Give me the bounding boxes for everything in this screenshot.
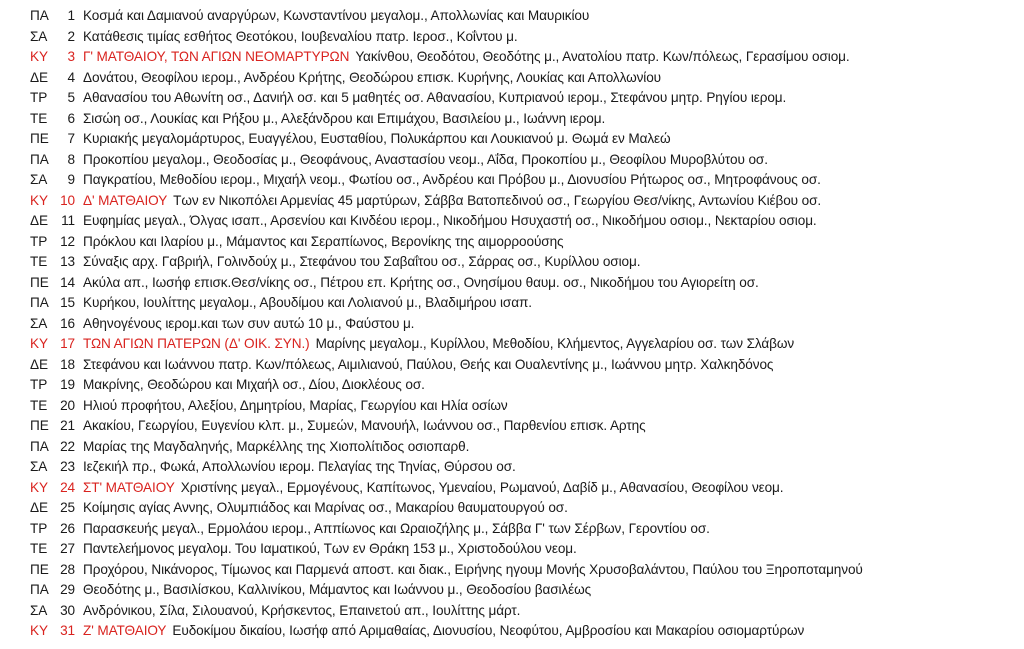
day-number: 26	[60, 520, 75, 536]
calendar-row	[30, 562, 1015, 583]
weekday-abbrev: ΚΥ	[30, 336, 48, 351]
calendar-row	[30, 29, 1015, 50]
day-number: 1	[67, 8, 75, 23]
weekday-abbrev: ΠΕ	[30, 418, 49, 433]
weekday-abbrev: ΚΥ	[30, 623, 48, 638]
calendar-row-sunday	[30, 193, 1015, 214]
weekday-abbrev: ΤΕ	[30, 254, 48, 269]
day-number: 10	[60, 192, 75, 208]
weekday-abbrev: ΠΕ	[30, 274, 49, 290]
sunday-feast-title: Ζ' ΜΑΤΘΑΙΟΥ	[83, 623, 167, 638]
saints-list: Μαρίνης μεγαλομ., Κυρίλλου, Μεθοδίου, Κλήμεντος, Αγγελαρίου οσ. των Σλάβων	[315, 336, 795, 351]
calendar-row	[30, 459, 1015, 480]
saints-list: Προχόρου, Νικάνορος, Τίμωνος και Παρμενά αποστ. και διακ., Ειρήνης ηγουμ Μονής Χρυσοβαλάντου, Παύλου του Ξηροποταμηνού	[83, 561, 863, 577]
day-number: 22	[60, 438, 75, 454]
saints-list: Ευδοκίμου δικαίου, Ιωσήφ από Αριμαθαίας, Διονυσίου, Νεοφύτου, Αμβροσίου και Μακαρίου οσιομαρτύρων	[172, 623, 805, 638]
weekday-abbrev: ΣΑ	[30, 602, 48, 618]
weekday-abbrev: ΔΕ	[30, 213, 48, 228]
weekday-abbrev: ΔΕ	[30, 69, 48, 85]
saints-list: Κυρήκου, Ιουλίττης μεγαλομ., Αβουδίμου και Λολιανού μ., Βλαδιμήρου ισαπ.	[83, 295, 532, 310]
day-number: 19	[60, 377, 75, 392]
saints-list: Προκοπίου μεγαλομ., Θεοδοσίας μ., Θεοφάνους, Αναστασίου νεομ., Αΐδα, Προκοπίου μ., Θεοφίλου Μυροβλύτου οσ.	[83, 151, 768, 167]
calendar-row	[30, 152, 1015, 173]
calendar-row	[30, 8, 1015, 29]
calendar-row	[30, 418, 1015, 439]
calendar-row	[30, 603, 1015, 624]
calendar-row-sunday	[30, 480, 1015, 501]
day-number: 4	[67, 69, 75, 85]
calendar-row-sunday	[30, 623, 1015, 644]
saints-list: Ηλιού προφήτου, Αλεξίου, Δημητρίου, Μαρίας, Γεωργίου και Ηλία οσίων	[83, 397, 508, 413]
weekday-abbrev: ΠΕ	[30, 131, 49, 146]
saints-list: Δονάτου, Θεοφίλου ιερομ., Ανδρέου Κρήτης, Θεοδώρου επισκ. Κυρήνης, Λουκίας και Απολλωνίου	[83, 69, 662, 85]
weekday-abbrev: ΠΑ	[30, 295, 49, 310]
saints-list: Ακακίου, Γεωργίου, Ευγενίου κλπ. μ., Συμεών, Μανουήλ, Ιωάννου οσ., Παρθενίου επισκ. Αρτης	[83, 418, 646, 433]
calendar-row	[30, 90, 1015, 111]
day-number: 25	[60, 500, 75, 515]
saints-list: Μακρίνης, Θεοδώρου και Μιχαήλ οσ., Δίου, Διοκλέους οσ.	[83, 377, 425, 392]
calendar-row	[30, 131, 1015, 152]
sunday-feast-title: Γ' ΜΑΤΘΑΙΟΥ, ΤΩΝ ΑΓΙΩΝ ΝΕΟΜΑΡΤΥΡΩΝ	[83, 49, 350, 64]
weekday-abbrev: ΚΥ	[30, 192, 48, 208]
calendar-row	[30, 316, 1015, 337]
saints-list: Κατάθεσις τιμίας εσθήτος Θεοτόκου, Ιουβεναλίου πατρ. Ιεροσ., Κοΐντου μ.	[83, 28, 518, 44]
calendar-row	[30, 111, 1015, 132]
calendar-row	[30, 357, 1015, 378]
sunday-feast-title: ΣΤ' ΜΑΤΘΑΙΟΥ	[83, 479, 175, 495]
saints-list: Πρόκλου και Ιλαρίου μ., Μάμαντος και Σεραπίωνος, Βερονίκης της αιμορροούσης	[83, 233, 564, 249]
calendar-row	[30, 295, 1015, 316]
calendar-row-sunday	[30, 336, 1015, 357]
saints-list: Των εν Νικοπόλει Αρμενίας 45 μαρτύρων, Σάββα Βατοπεδινού οσ., Γεωργίου Θεσ/νίκης, Αντωνίου Κιέβου οσ.	[173, 192, 822, 208]
saints-list: Κυριακής μεγαλομάρτυρος, Ευαγγέλου, Ευσταθίου, Πολυκάρπου και Λουκιανού μ. Θωμά εν Μαλεώ	[83, 131, 671, 146]
weekday-abbrev: ΠΑ	[30, 8, 49, 23]
day-number: 23	[60, 459, 75, 474]
weekday-abbrev: ΤΕ	[30, 397, 48, 413]
day-number: 11	[61, 213, 75, 228]
weekday-abbrev: ΠΑ	[30, 151, 49, 167]
calendar-row	[30, 439, 1015, 460]
weekday-abbrev: ΚΥ	[30, 49, 48, 64]
weekday-abbrev: ΣΑ	[30, 459, 48, 474]
saints-list: Κοίμησις αγίας Αννης, Ολυμπιάδος και Μαρίνας οσ., Μακαρίου θαυματουργού οσ.	[83, 500, 568, 515]
day-number: 31	[60, 623, 75, 638]
saints-list: Σύναξις αρχ. Γαβριήλ, Γολινδούχ μ., Στεφάνου του Σαβαΐτου οσ., Σάρρας οσ., Κυρίλλου οσιομ.	[83, 254, 641, 269]
weekday-abbrev: ΣΑ	[30, 172, 48, 187]
day-number: 21	[60, 418, 75, 433]
calendar-row	[30, 172, 1015, 193]
saints-list: Στεφάνου και Ιωάννου πατρ. Κων/πόλεως, Αιμιλιανού, Παύλου, Θεής και Ουαλεντίνης μ., Ιωάννου μητρ. Χαλκηδόνος	[83, 356, 774, 372]
weekday-abbrev: ΠΕ	[30, 561, 49, 577]
saints-list: Παγκρατίου, Μεθοδίου ιερομ., Μιχαήλ νεομ., Φωτίου οσ., Ανδρέου και Πρόβου μ., Διονυσίου Ρήτωρος οσ., Μητροφάνους οσ.	[83, 172, 821, 187]
saints-list: Παρασκευής μεγαλ., Ερμολάου ιερομ., Αππίωνος και Ωραιοζήλης μ., Σάββα Γ' των Σέρβων, Γεροντίου οσ.	[83, 520, 710, 536]
day-number: 6	[67, 110, 75, 126]
saints-list: Ιεζεκιήλ πρ., Φωκά, Απολλωνίου ιερομ. Πελαγίας της Τηνίας, Θύρσου οσ.	[83, 459, 516, 474]
calendar-row	[30, 521, 1015, 542]
saints-list: Υακίνθου, Θεοδότου, Θεοδότης μ., Ανατολίου πατρ. Κων/πόλεως, Γερασίμου οσιομ.	[355, 49, 850, 64]
day-number: 7	[67, 131, 75, 146]
day-number: 30	[60, 602, 75, 618]
calendar-row	[30, 541, 1015, 562]
day-number: 3	[67, 49, 75, 64]
day-number: 20	[60, 397, 75, 413]
saints-calendar	[30, 8, 1015, 644]
calendar-row	[30, 275, 1015, 296]
calendar-row	[30, 377, 1015, 398]
weekday-abbrev: ΤΕ	[30, 110, 48, 126]
saints-list: Ανδρόνικου, Σίλα, Σιλουανού, Κρήσκεντος, Επαινετού απ., Ιουλίττης μάρτ.	[83, 602, 521, 618]
day-number: 13	[60, 254, 75, 269]
day-number: 27	[60, 541, 75, 556]
weekday-abbrev: ΔΕ	[30, 356, 48, 372]
weekday-abbrev: ΣΑ	[30, 28, 48, 44]
saints-list: Παντελεήμονος μεγαλομ. Του Ιαματικού, Των εν Θράκη 153 μ., Χριστοδούλου νεομ.	[83, 541, 577, 556]
calendar-row	[30, 398, 1015, 419]
weekday-abbrev: ΠΑ	[30, 582, 49, 597]
weekday-abbrev: ΤΕ	[30, 541, 48, 556]
day-number: 14	[60, 274, 75, 290]
saints-list: Ευφημίας μεγαλ., Όλγας ισαπ., Αρσενίου και Κινδέου ιερομ., Νικοδήμου Ησυχαστή οσ., Νικοδήμου οσιομ., Νεκταρίου οσιομ.	[83, 213, 817, 228]
day-number: 9	[67, 172, 75, 187]
weekday-abbrev: ΠΑ	[30, 438, 49, 454]
sunday-feast-title: ΤΩΝ ΑΓΙΩΝ ΠΑΤΕΡΩΝ (Δ' ΟΙΚ. ΣΥΝ.)	[83, 336, 310, 351]
day-number: 28	[60, 561, 75, 577]
day-number: 24	[60, 479, 75, 495]
day-number: 5	[67, 90, 75, 105]
saints-list: Σισώη οσ., Λουκίας και Ρήξου μ., Αλεξάνδρου και Επιμάχου, Βασιλείου μ., Ιωάννη ιερομ.	[83, 110, 606, 126]
calendar-row	[30, 254, 1015, 275]
saints-list: Θεοδότης μ., Βασιλίσκου, Καλλινίκου, Μάμαντος και Ιωάννου μ., Θεοδοσίου βασιλέως	[83, 582, 592, 597]
saints-list: Μαρίας της Μαγδαληνής, Μαρκέλλης της Χιοπολίτιδος οσιοπαρθ.	[83, 438, 470, 454]
weekday-abbrev: ΤΡ	[30, 520, 48, 536]
weekday-abbrev: ΤΡ	[30, 233, 48, 249]
calendar-row	[30, 234, 1015, 255]
calendar-row	[30, 70, 1015, 91]
day-number: 16	[60, 315, 75, 331]
weekday-abbrev: ΤΡ	[30, 377, 48, 392]
weekday-abbrev: ΚΥ	[30, 479, 48, 495]
weekday-abbrev: ΣΑ	[30, 315, 48, 331]
day-number: 29	[60, 582, 75, 597]
calendar-row	[30, 500, 1015, 521]
saints-list: Ακύλα απ., Ιωσήφ επισκ.Θεσ/νίκης οσ., Πέτρου επ. Κρήτης οσ., Ονησίμου θαυμ. οσ., Νικοδήμου του Αγιορείτη οσ.	[83, 274, 759, 290]
day-number: 12	[60, 233, 75, 249]
saints-list: Χριστίνης μεγαλ., Ερμογένους, Καπίτωνος, Υμεναίου, Ρωμανού, Δαβίδ μ., Αθανασίου, Θεοφίλου νεομ.	[180, 479, 784, 495]
saints-list: Αθηνογένους ιερομ.και των συν αυτώ 10 μ., Φαύστου μ.	[83, 315, 415, 331]
saints-list: Αθανασίου του Αθωνίτη οσ., Δανιήλ οσ. και 5 μαθητές οσ. Αθανασίου, Κυπριανού ιερομ., Στεφάνου μητρ. Ρηγίου ιερομ.	[83, 90, 787, 105]
weekday-abbrev: ΤΡ	[30, 90, 48, 105]
sunday-feast-title: Δ' ΜΑΤΘΑΙΟΥ	[83, 192, 168, 208]
calendar-row-sunday	[30, 49, 1015, 70]
day-number: 17	[60, 336, 75, 351]
day-number: 18	[60, 356, 75, 372]
calendar-row	[30, 213, 1015, 234]
weekday-abbrev: ΔΕ	[30, 500, 48, 515]
calendar-row	[30, 582, 1015, 603]
day-number: 8	[67, 151, 75, 167]
day-number: 2	[67, 28, 75, 44]
saints-list: Κοσμά και Δαμιανού αναργύρων, Κωνσταντίνου μεγαλομ., Απολλωνίας και Μαυρικίου	[83, 8, 590, 23]
day-number: 15	[60, 295, 75, 310]
